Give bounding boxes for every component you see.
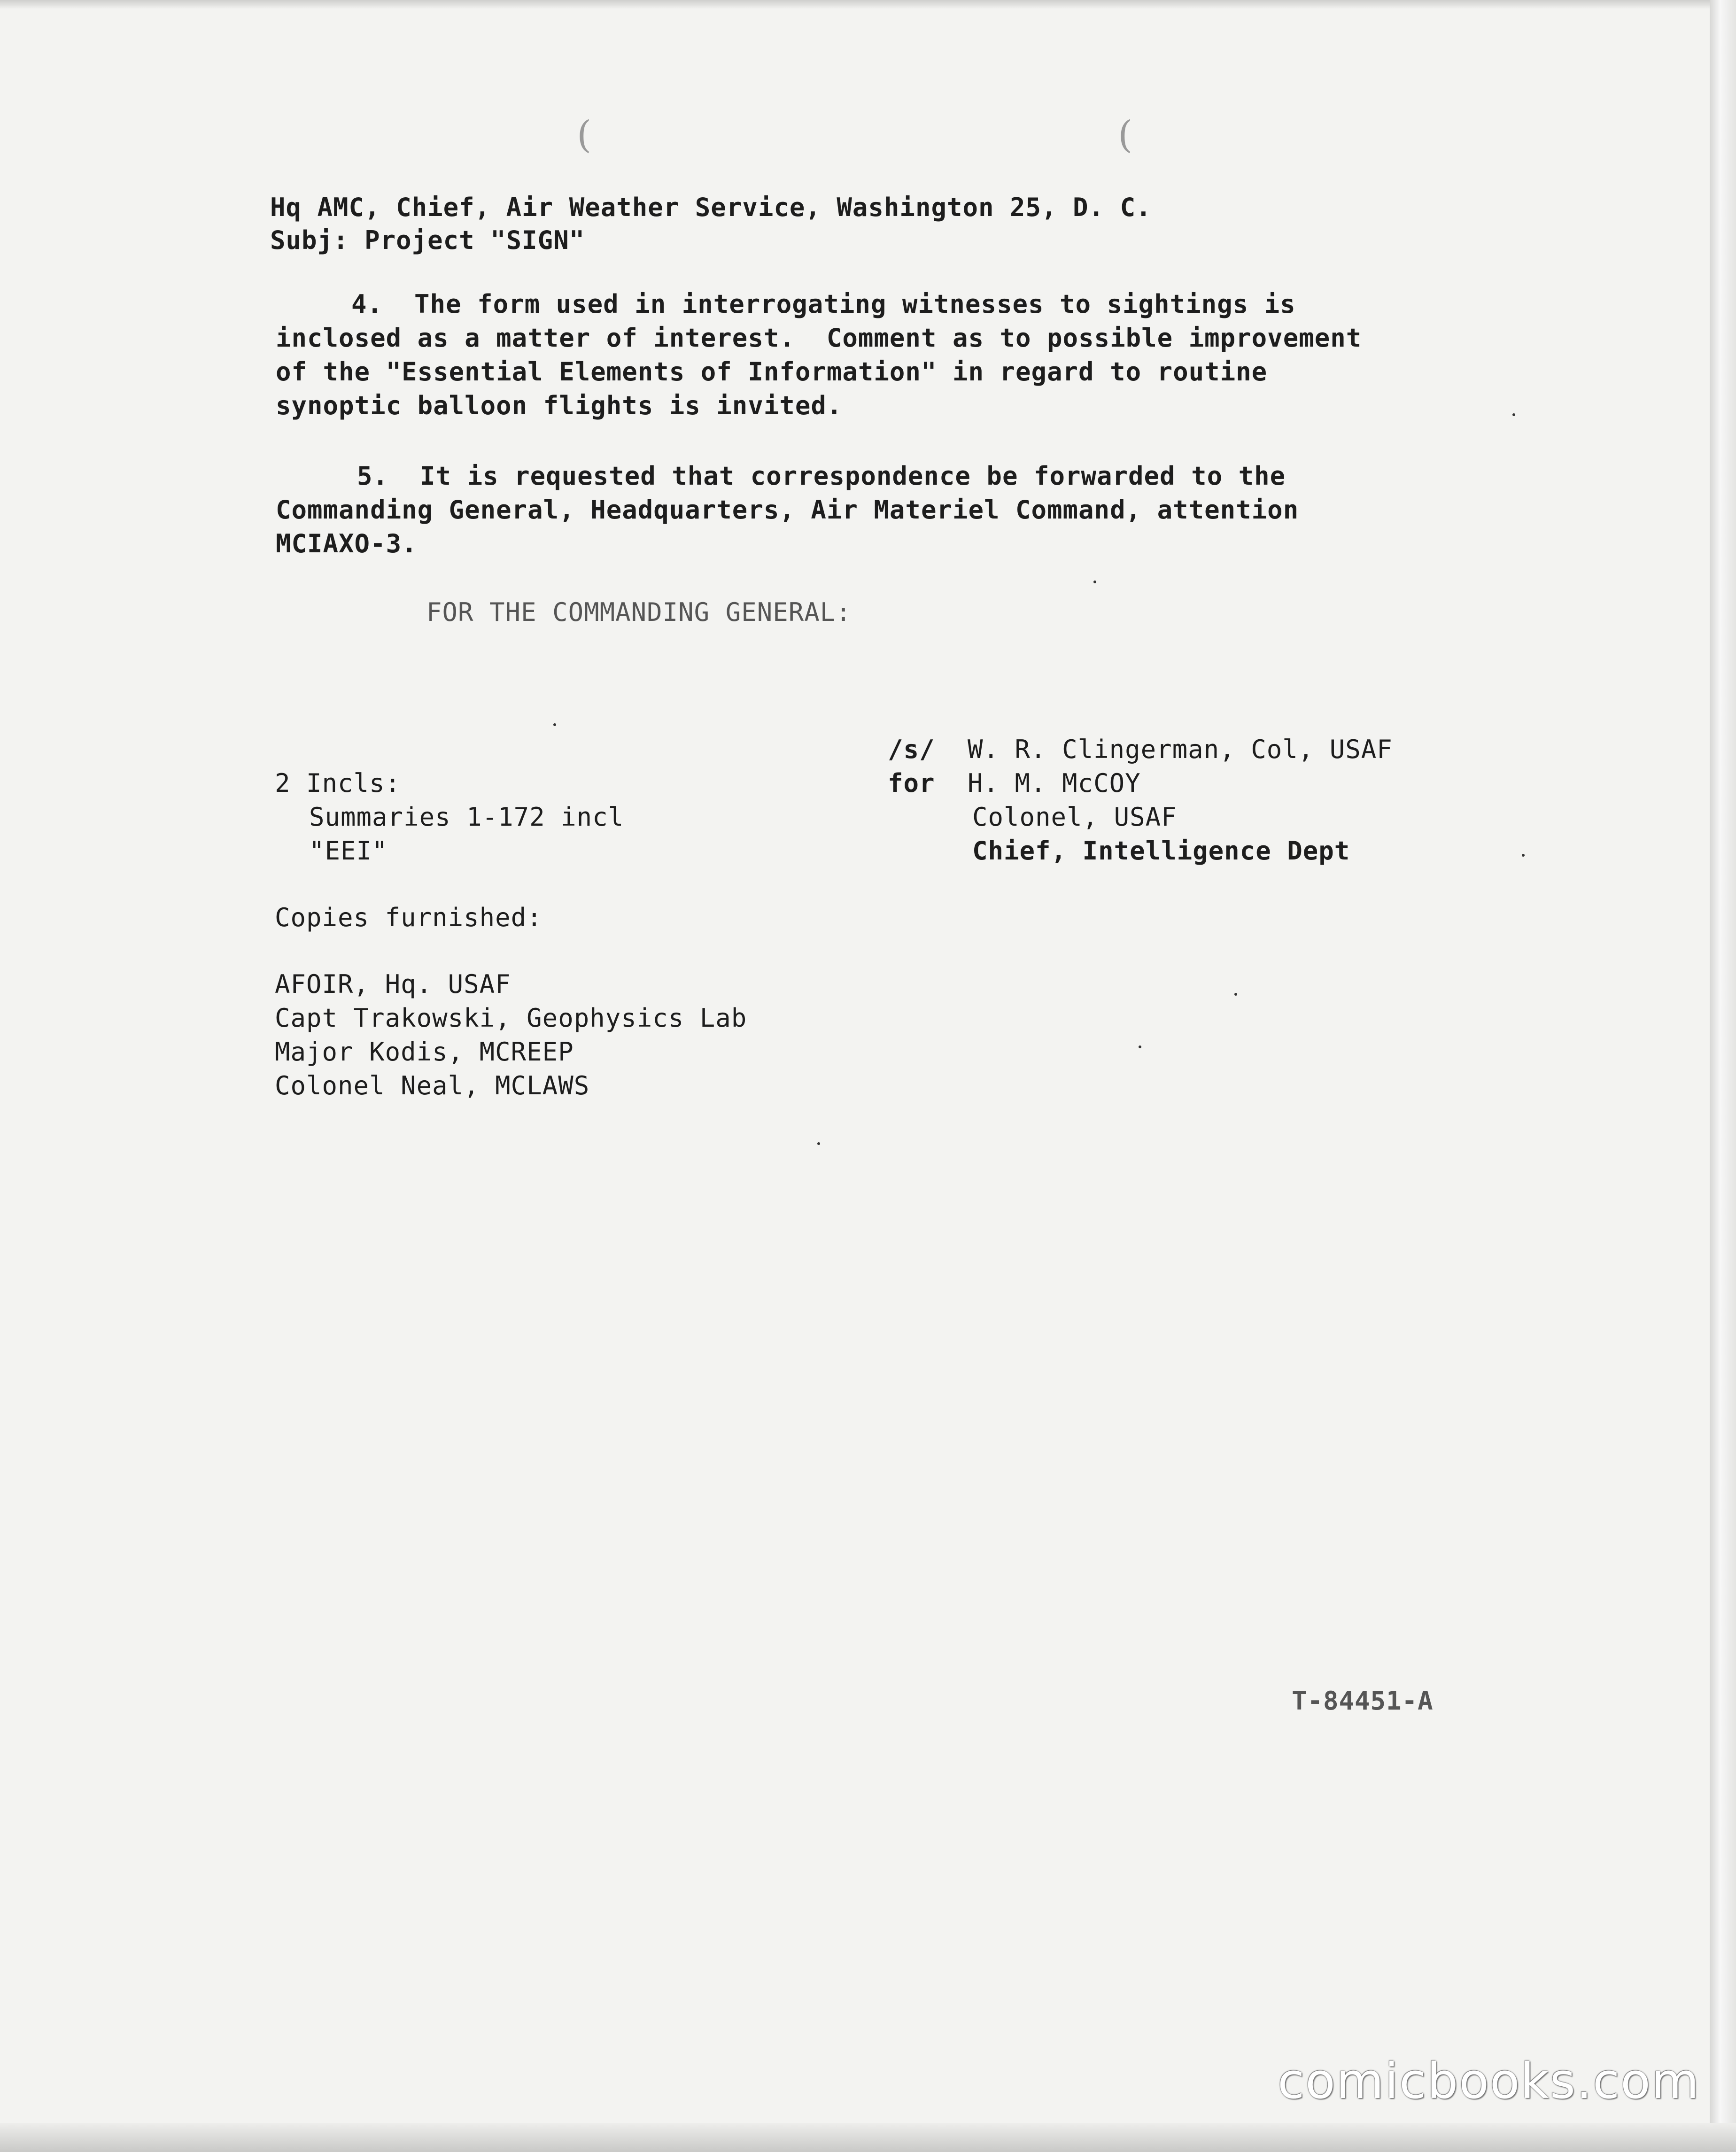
inclosure-item: "EEI" [309, 836, 388, 866]
scan-speck [1512, 413, 1515, 416]
signed-by: W. R. Clingerman, Col, USAF [968, 735, 1393, 764]
hole-punch-mark: ( [577, 113, 592, 156]
paragraph-line: synoptic balloon flights is invited. [276, 391, 843, 420]
scan-edge-right [1710, 0, 1736, 2152]
header-addressee: Hq AMC, Chief, Air Weather Service, Washington 25, D. C. [270, 193, 1152, 222]
for-label: for [888, 768, 935, 798]
inclosure-item: Summaries 1-172 incl [309, 802, 624, 832]
copies-heading: Copies furnished: [275, 903, 542, 932]
signature-mark: /s/ [888, 735, 935, 764]
signer-title: Chief, Intelligence Dept [972, 836, 1350, 866]
copy-recipient: AFOIR, Hq. USAF [275, 969, 511, 999]
signer-rank: Colonel, USAF [972, 802, 1177, 832]
paragraph-line: 5. It is requested that correspondence be forwarded to the [357, 461, 1286, 491]
paragraph-line: 4. The form used in interrogating witnesses to sightings is [351, 289, 1296, 319]
paragraph-line: Commanding General, Headquarters, Air Materiel Command, attention [276, 495, 1299, 525]
scan-edge-bottom [0, 2123, 1736, 2152]
copy-recipient: Major Kodis, MCREEP [275, 1037, 574, 1067]
paragraph-line: inclosed as a matter of interest. Comment as to possible improvement [276, 323, 1362, 353]
document-number: T-84451-A [1292, 1686, 1434, 1716]
scan-speck [1234, 993, 1237, 996]
scan-speck [553, 723, 556, 726]
scan-speck [1522, 854, 1525, 857]
watermark: comicbooks.com [1278, 2052, 1700, 2110]
scan-speck [1139, 1045, 1141, 1048]
copy-recipient: Colonel Neal, MCLAWS [275, 1071, 590, 1100]
hole-punch-mark: ( [1118, 113, 1133, 156]
scan-speck [1093, 581, 1096, 583]
header-subject: Subj: Project "SIGN" [270, 225, 585, 255]
signer-name: H. M. McCOY [968, 768, 1141, 798]
inclosures-heading: 2 Incls: [275, 768, 401, 798]
scan-speck [817, 1142, 820, 1145]
copy-recipient: Capt Trakowski, Geophysics Lab [275, 1003, 747, 1033]
paragraph-line: MCIAXO-3. [276, 529, 418, 558]
closing-line: FOR THE COMMANDING GENERAL: [426, 597, 852, 627]
scan-edge-top [0, 0, 1736, 8]
paragraph-line: of the "Essential Elements of Information" in regard to routine [276, 357, 1268, 387]
